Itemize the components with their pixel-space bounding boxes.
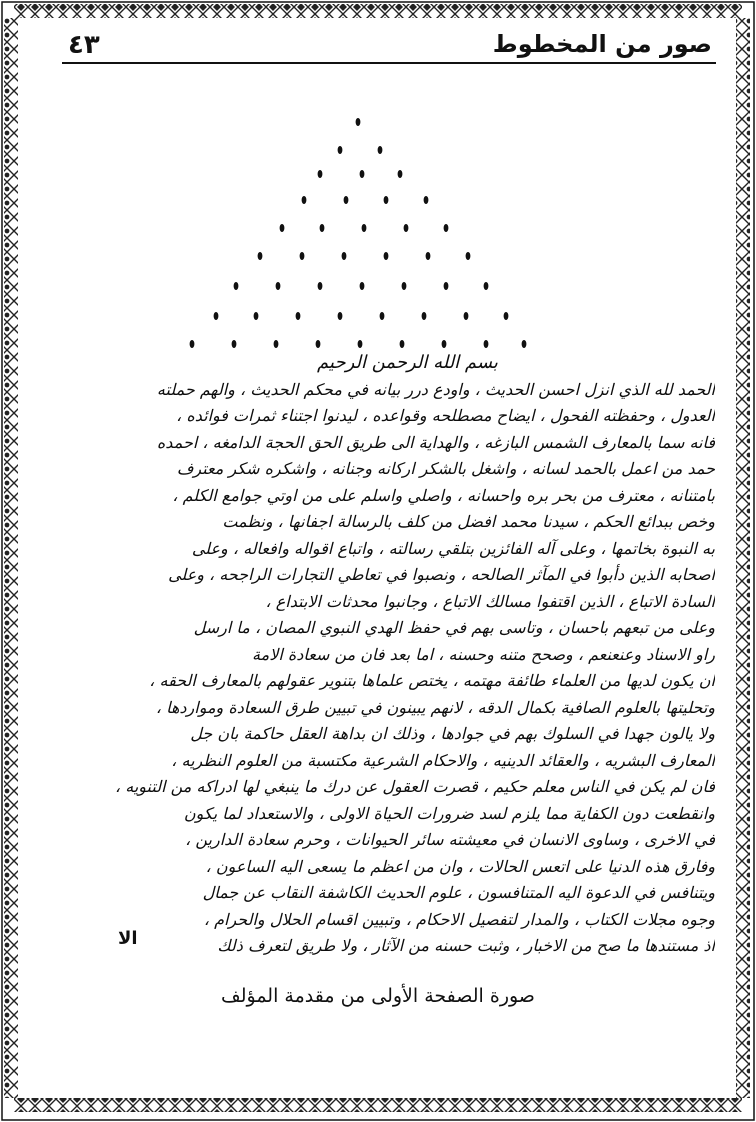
- running-head: صور من المخطوط: [492, 30, 712, 58]
- manuscript-line: الحمد لله الذي انزل احسن الحديث ، واودع درر بيانه في محكم الحديث ، والهم حملته: [156, 379, 715, 399]
- page-number: ٤٣: [68, 30, 100, 60]
- manuscript-line: وتحليتها بالعلوم الصافية بكمال الدقه ، لانهم يبينون في تبيين طرق السعادة ومواردها ،: [155, 697, 715, 717]
- manuscript-line: به النبوة بخاتمها ، وعلى آله الفائزين بتلقي رسالته ، واتباع اقواله وافعاله ، وعلى: [191, 538, 715, 558]
- manuscript-line: حمد من اعمل بالحمد لسانه ، واشغل بالشكر اركانه وجنانه ، واشكره شكر معترف: [176, 459, 715, 478]
- figure-caption: صورة الصفحة الأولى من مقدمة المؤلف: [221, 985, 535, 1007]
- manuscript-line: وجوه مجلات الكتاب ، والمدار لتفصيل الاحكام ، وتبيين اقسام الحلال والحرام ،: [203, 909, 715, 929]
- manuscript-line: ولا يالون جهدا في السلوك بهم في جوادها ، وذلك ان بداهة العقل حاكمة بان جل: [190, 724, 715, 743]
- manuscript-line: السادة الاتباع ، الذين اقتفوا مسالك الاتباع ، وجانبوا محدثات الابتداع ،: [265, 591, 715, 611]
- manuscript-line: فان لم يكن في الناس معلم حكيم ، قصرت العقول عن درك ما ينبغي لها ادراكه من التنويه ،: [114, 777, 715, 796]
- manuscript-line: راو الاسناد وعنعنعم ، وصحح متنه وحسنه ، اما بعد فان من سعادة الامة: [252, 644, 715, 664]
- manuscript-line: اذ مستندها ما صح من الاخبار ، وثبت حسنه من الآثار ، ولا طريق لتعرف ذلك: [217, 936, 715, 955]
- manuscript-line: وفارق هذه الدنيا على اتعس الحالات ، وان من اعظم ما يسعى اليه الساعون ،: [205, 856, 715, 876]
- manuscript-line: بامتنانه ، معترف من بحر بره واحسانه ، واصلي واسلم على من اوتي جوامع الكلم ،: [172, 485, 715, 505]
- border-top: [14, 4, 742, 18]
- manuscript-line: وانقطعت دون الكفاية مما يلزم لسد ضرورات الحياة الاولى ، والاستعداد لما يكون: [183, 803, 715, 823]
- manuscript-line: وعلى من تبعهم باحسان ، وتاسى بهم في حفظ الهدي النبوي المصان ، ما ارسل: [193, 618, 715, 637]
- catchword: الا: [118, 928, 138, 949]
- manuscript-line: العدول ، وحفظته الفحول ، ايضاح مصطلحه وقواعده ، ليدنوا اجتناء ثمرات فوائده ،: [176, 406, 715, 425]
- header-rule: [62, 62, 716, 64]
- manuscript-line: ان يكون لديها من العلماء طائفة مهتمه ، يختص علماها بتنوير عقولهم بالمعارف الحقه ،: [149, 671, 715, 690]
- manuscript-line: وخص ببدائع الحكم ، سيدنا محمد افضل من كلف بالرسالة اجفانها ، ونظمت: [222, 512, 715, 531]
- manuscript-line: المعارف البشريه ، والعقائد الدينيه ، والاحكام الشرعية مكتسبة من العلوم النظريه ،: [171, 750, 715, 770]
- basmala: بسم الله الرحمن الرحيم: [317, 352, 498, 373]
- manuscript-line: اصحابه الذين دأبوا في المآثر الصالحه ، ونصبوا في تعاطي التجارات الراجحه ، وعلى: [168, 565, 715, 584]
- border-right: [736, 18, 750, 1098]
- border-left: [4, 18, 18, 1098]
- triangle-dot-ornament: [150, 110, 550, 360]
- manuscript-line: في الاخرى ، وساوى الانسان في معيشته سائر الحيوانات ، وحرم سعادة الدارين ،: [185, 830, 715, 849]
- border-bottom: [14, 1098, 742, 1112]
- manuscript-line: ويتنافس في الدعوة اليه المتنافسون ، علوم الحديث الكاشفة النقاب عن جمال: [202, 883, 715, 902]
- manuscript-line: فانه سما بالمعارف الشمس البازغه ، والهداية الى طريق الحق الحجة الدامغه ، احمده: [156, 432, 715, 452]
- manuscript-text-block: [100, 350, 715, 955]
